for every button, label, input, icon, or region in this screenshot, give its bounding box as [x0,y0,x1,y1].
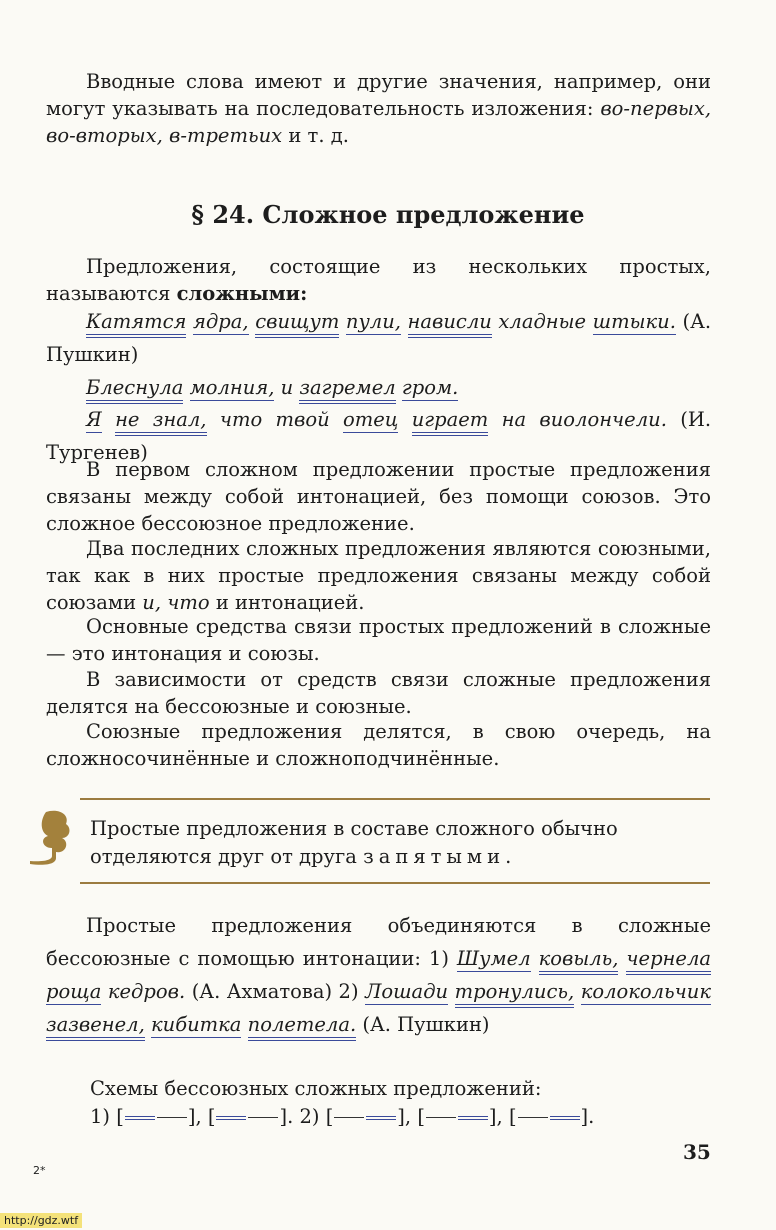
intro-examples: во-первых, во-вторых, в-третьих [46,97,712,147]
rule-top-divider [80,798,710,800]
paragraph-5: Союзные предложения делятся, в свою очередь, на сложносочинённые и сложноподчинённые. [46,720,711,770]
rule-marker-icon [26,808,82,870]
scheme-subject-line [216,1116,246,1120]
paragraph-3: Основные средства связи простых предложений в сложные — это интонация и союзы. [46,615,711,665]
scheme-predicate-line [157,1117,187,1118]
paragraph-6-author: (А. Пушкин) [362,1013,490,1036]
example-1: Катятся ядра, свищут пули, нависли хладные штыки. (А. Пушкин) [46,310,712,366]
rule-bottom-divider [80,882,710,884]
example-1-author: (А. Пушкин) [46,310,712,366]
definition-term: сложными: [176,282,308,305]
schemes-title: Схемы бессоюзных сложных предложений: [90,1077,542,1100]
section-title: § 24. Сложное предложение [191,200,585,229]
rule-note: Простые предложения в составе сложного обычно отделяются друг от друга запятыми. [90,817,618,868]
scheme-predicate-line [458,1116,488,1120]
paragraph-1: В первом сложном предложении простые предложения связаны между собой интонацией, без помощи союзов. Это сложное бессоюзное предложение. [46,458,711,535]
example-3-author: (И. Тургенев) [46,408,712,464]
paragraph-2: Два последних сложных предложения являются союзными, так как в них простые предложения связаны между собой союзами и, что и интонацией. [46,537,711,614]
scheme-subject-line [518,1117,548,1118]
paragraph-4: В зависимости от средств связи сложные предложения делятся на бессоюзные и союзные. [46,668,711,718]
intro-paragraph: Вводные слова имеют и другие значения, например, они могут указывать на последовательность изложения: во-первых, во-вторых, в-третьих и т. д. [46,70,712,147]
definition-paragraph: Предложения, состоящие из нескольких простых, называются сложными: [46,255,711,305]
paragraph-6: Простые предложения объединяются в сложные бессоюзные с помощью интонации: 1) Шумел ковыль, чернела роща кедров. (А. Ахматова) 2) Лошади тронулись, колокольчик зазвенел, кибитка полетела. (А. Пушкин) [46,909,711,1041]
scheme-predicate-line [248,1117,278,1118]
source-link[interactable]: http://gdz.wtf [0,1213,82,1228]
page-number: 35 [683,1140,711,1164]
signature-mark: 2* [33,1164,46,1177]
scheme-subject-line [334,1117,364,1118]
scheme-subject-line [426,1117,456,1118]
scheme-predicate-line [550,1116,580,1120]
example-2: Блеснула молния, и загремел гром. [46,371,711,404]
example-3: Я не знал, что твой отец играет на виолончели. (И. Тургенев) [46,408,712,464]
scheme-predicate-line [366,1116,396,1120]
scheme-subject-line [125,1116,155,1120]
schemes-diagram: 1) [ ], [ ]. 2) [ ], [ ], [ ]. [90,1105,595,1128]
